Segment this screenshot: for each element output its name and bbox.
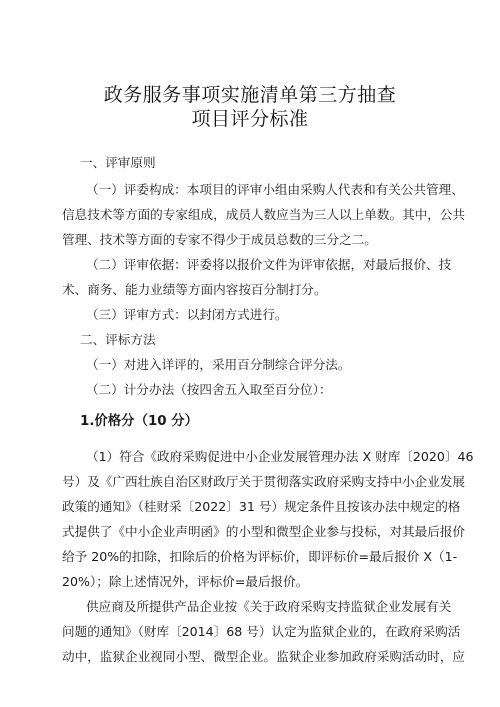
paragraph-line: （二）计分办法（按四舍五入取至百分位）： <box>86 382 332 397</box>
section-heading-method: 二、评标方法 <box>80 332 156 347</box>
paragraph-line: （三）评审方式：以封闭方式进行。 <box>86 307 288 322</box>
paragraph-line: 术、商务、能力业绩等方面内容按百分制打分。 <box>62 282 327 297</box>
paragraph-line: （一）对进入详评的，采用百分制综合评分法。 <box>86 357 351 372</box>
paragraph-line: 管理、技术等方面的专家不得少于成员总数的三分之二。 <box>62 232 377 247</box>
section-heading-principles: 一、评审原则 <box>80 155 156 170</box>
paragraph-line: 问题的通知》（财库〔2014〕68 号）认定为监狱企业的，在政府采购活 <box>62 624 461 639</box>
paragraph-line: 20%）；除上述情况外，评标价=最后报价。 <box>62 574 309 589</box>
subsection-heading-price-score: 1.价格分（10 分） <box>80 414 199 429</box>
document-title-line-2: 项目评分标准 <box>191 108 309 130</box>
paragraph-line: 给予 20%的扣除，扣除后的价格为评标价，即评标价=最后报价 X（1- <box>62 549 458 564</box>
paragraph-line: 动中，监狱企业视同小型、微型企业。监狱企业参加政府采购活动时，应 <box>62 649 465 664</box>
paragraph-line: 式提供了《中小企业声明函》的小型和微型企业参与投标，对其最后报价 <box>62 524 465 539</box>
paragraph-line: 供应商及所提供产品企业按《关于政府采购支持监狱企业发展有关 <box>86 599 452 614</box>
paragraph-line: 政策的通知》（桂财采〔2022〕31 号）规定条件且按该办法中规定的格 <box>62 499 461 514</box>
paragraph-line: 信息技术等方面的专家组成，成员人数应当为三人以上单数。其中，公共 <box>62 207 465 222</box>
paragraph-line: （一）评委构成：本项目的评审小组由采购人代表和有关公共管理、 <box>86 182 464 197</box>
paragraph-line: （二）评审依据：评委将以报价文件为评审依据，对最后报价、技 <box>86 257 452 272</box>
paragraph-line: （1）符合《政府采购促进中小企业发展管理办法 X 财库〔2020〕46 <box>86 449 474 464</box>
paragraph-line: 号）及《广西壮族自治区财政厅关于贯彻落实政府采购支持中小企业发展 <box>62 474 465 489</box>
document-title-line-1: 政务服务事项实施清单第三方抽查 <box>103 84 397 106</box>
